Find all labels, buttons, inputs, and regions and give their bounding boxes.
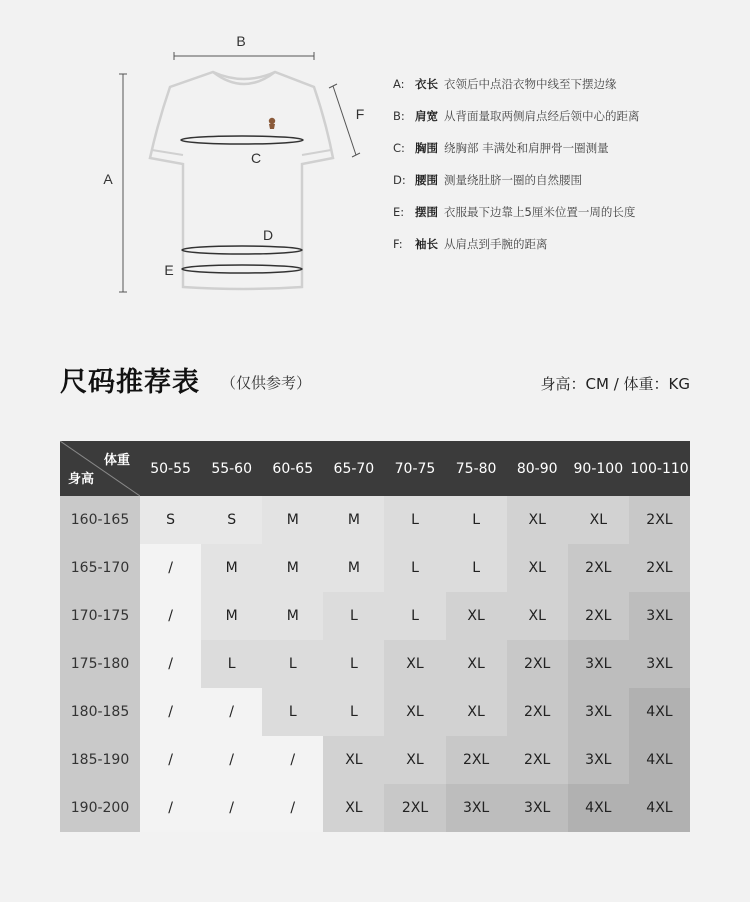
size-cell: M xyxy=(323,544,384,592)
size-cell: 2XL xyxy=(384,784,445,832)
size-cell: / xyxy=(262,784,323,832)
size-cell: L xyxy=(384,496,445,544)
legend-row-e xyxy=(393,203,733,235)
size-cell: XL xyxy=(384,688,445,736)
size-cell: 2XL xyxy=(568,592,629,640)
size-cell: L xyxy=(323,640,384,688)
legend-desc: 衣服最下边靠上5厘米位置一周的长度 xyxy=(444,205,636,219)
size-cell: XL xyxy=(384,640,445,688)
legend-desc: 从背面量取两侧肩点经后领中心的距离 xyxy=(444,109,640,123)
size-cell: / xyxy=(201,784,262,832)
label-e: E xyxy=(164,262,174,278)
weight-header: 75-80 xyxy=(446,441,507,496)
legend-name: 胸围 xyxy=(415,141,438,155)
size-cell: XL xyxy=(384,736,445,784)
table-row xyxy=(60,592,690,640)
weight-header: 60-65 xyxy=(262,441,323,496)
size-cell: / xyxy=(140,640,201,688)
size-cell: / xyxy=(140,592,201,640)
label-b: B xyxy=(236,33,246,49)
units-note: 身高：CM / 体重：KG xyxy=(540,375,690,393)
table-row xyxy=(60,688,690,736)
weight-header: 50-55 xyxy=(140,441,201,496)
legend-name: 摆围 xyxy=(415,205,438,219)
size-cell: 2XL xyxy=(629,496,690,544)
tshirt-outline xyxy=(150,72,333,289)
weight-header: 100-110 xyxy=(629,441,690,496)
weight-axis-label: 体重 xyxy=(103,453,130,468)
size-cell: XL xyxy=(323,736,384,784)
legend-name: 袖长 xyxy=(415,237,438,251)
size-cell: 3XL xyxy=(568,688,629,736)
size-cell: 3XL xyxy=(629,640,690,688)
height-cell: 165-170 xyxy=(60,544,140,592)
legend-row-f xyxy=(393,235,733,267)
legend-code: D: xyxy=(393,173,406,187)
weight-header: 90-100 xyxy=(568,441,629,496)
size-cell: / xyxy=(140,544,201,592)
size-cell: 3XL xyxy=(568,640,629,688)
size-cell: XL xyxy=(446,640,507,688)
size-cell: L xyxy=(262,640,323,688)
measurement-legend xyxy=(393,75,733,267)
weight-header: 70-75 xyxy=(384,441,445,496)
size-cell: S xyxy=(140,496,201,544)
size-cell: 2XL xyxy=(446,736,507,784)
legend-code: C: xyxy=(393,141,405,155)
chest-logo-icon xyxy=(269,118,275,124)
size-cell: XL xyxy=(446,688,507,736)
weight-header: 65-70 xyxy=(323,441,384,496)
label-c: C xyxy=(250,150,262,166)
size-cell: L xyxy=(323,688,384,736)
table-row xyxy=(60,544,690,592)
label-d: D xyxy=(262,227,274,243)
legend-row-b xyxy=(393,107,733,139)
table-row xyxy=(60,640,690,688)
height-cell: 160-165 xyxy=(60,496,140,544)
table-row xyxy=(60,496,690,544)
weight-header: 80-90 xyxy=(507,441,568,496)
size-cell: L xyxy=(384,592,445,640)
size-cell: 2XL xyxy=(507,688,568,736)
size-cell: XL xyxy=(507,544,568,592)
size-cell: XL xyxy=(446,592,507,640)
size-cell: / xyxy=(140,784,201,832)
size-cell: L xyxy=(262,688,323,736)
size-cell: 3XL xyxy=(629,592,690,640)
legend-name: 肩宽 xyxy=(415,109,438,123)
legend-desc: 从肩点到手腕的距离 xyxy=(444,237,548,251)
height-cell: 175-180 xyxy=(60,640,140,688)
legend-code: F: xyxy=(393,237,403,251)
size-cell: M xyxy=(262,496,323,544)
size-cell: 4XL xyxy=(629,688,690,736)
size-cell: / xyxy=(140,736,201,784)
size-cell: 2XL xyxy=(568,544,629,592)
size-cell: 2XL xyxy=(507,640,568,688)
size-cell: 4XL xyxy=(629,736,690,784)
legend-desc: 测量绕肚脐一圈的自然腰围 xyxy=(444,173,582,187)
table-row xyxy=(60,784,690,832)
measure-ellipse-e xyxy=(182,265,302,273)
size-cell: L xyxy=(446,544,507,592)
legend-code: E: xyxy=(393,205,405,219)
legend-code: B: xyxy=(393,109,405,123)
height-cell: 190-200 xyxy=(60,784,140,832)
measure-ellipse-d xyxy=(182,246,302,254)
corner-header xyxy=(60,441,140,496)
height-cell: 170-175 xyxy=(60,592,140,640)
legend-name: 腰围 xyxy=(415,173,438,187)
size-cell: M xyxy=(201,592,262,640)
size-table-header xyxy=(60,441,690,496)
legend-row-c xyxy=(393,139,733,171)
legend-row-a xyxy=(393,75,733,107)
size-table xyxy=(60,441,690,832)
legend-name: 衣长 xyxy=(415,77,438,91)
size-cell: 3XL xyxy=(507,784,568,832)
page-title: 尺码推荐表 xyxy=(60,367,200,398)
legend-desc: 衣领后中点沿衣物中线至下摆边缘 xyxy=(444,77,617,91)
height-cell: 180-185 xyxy=(60,688,140,736)
size-cell: M xyxy=(201,544,262,592)
height-axis-label: 身高 xyxy=(68,472,95,487)
legend-desc: 绕胸部 丰满处和肩胛骨一圈测量 xyxy=(444,141,609,155)
size-cell: L xyxy=(446,496,507,544)
legend-code: A: xyxy=(393,77,405,91)
size-cell: / xyxy=(140,688,201,736)
size-cell: L xyxy=(323,592,384,640)
size-cell: / xyxy=(262,736,323,784)
size-cell: 2XL xyxy=(629,544,690,592)
size-cell: L xyxy=(201,640,262,688)
size-cell: XL xyxy=(568,496,629,544)
size-cell: XL xyxy=(507,496,568,544)
size-cell: M xyxy=(323,496,384,544)
size-cell: 4XL xyxy=(568,784,629,832)
size-cell: / xyxy=(201,688,262,736)
weight-header: 55-60 xyxy=(201,441,262,496)
size-cell: L xyxy=(384,544,445,592)
size-cell: 3XL xyxy=(446,784,507,832)
size-cell: XL xyxy=(507,592,568,640)
size-cell: 4XL xyxy=(629,784,690,832)
table-row xyxy=(60,736,690,784)
height-cell: 185-190 xyxy=(60,736,140,784)
label-f: F xyxy=(355,106,365,122)
size-cell: M xyxy=(262,544,323,592)
size-cell: 3XL xyxy=(568,736,629,784)
label-a: A xyxy=(103,171,113,187)
size-cell: M xyxy=(262,592,323,640)
size-cell: S xyxy=(201,496,262,544)
legend-row-d xyxy=(393,171,733,203)
dimension-line-f xyxy=(333,86,356,155)
page-subtitle: （仅供参考） xyxy=(221,374,312,392)
size-cell: / xyxy=(201,736,262,784)
size-cell: XL xyxy=(323,784,384,832)
measure-ellipse-c xyxy=(181,136,303,144)
size-cell: 2XL xyxy=(507,736,568,784)
